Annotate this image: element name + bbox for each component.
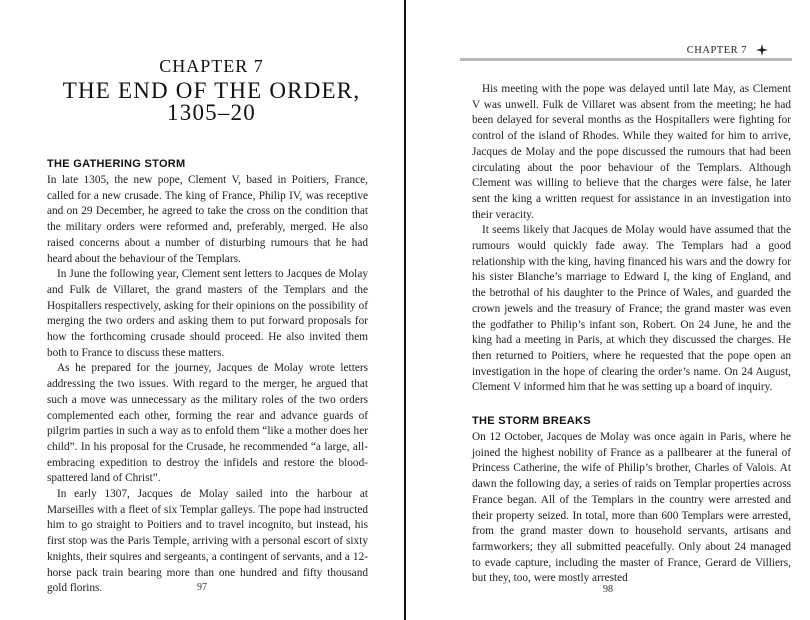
chapter-label: CHAPTER 7 (159, 56, 264, 76)
header-rule (460, 58, 792, 61)
right-page-body (472, 82, 791, 587)
running-head (687, 44, 768, 56)
paragraph: In late 1305, the new pope, Clement V, based in Poitiers, France, called for a new crusade. The king of France, Philip IV, was receptive and on 29 December, he agreed to take the cross on the condition that the military orders were reformed and, preferably, merged. He also raised concerns about a number of disturbing rumours that he had heard about the behaviour of the Templars. (47, 174, 368, 265)
page-number-left: 97 (197, 582, 207, 593)
left-page-body (47, 158, 368, 597)
paragraph: It seems likely that Jacques de Molay would have assumed that the rumours would quickly fade away. The Templars had a good relationship with the king, having financed his wars and the dowry for his sister Blanche’s marriage to Edward I, the king of England, and the betrothal of his daughter to the Prince of Wales, and guarded the crown jewels and the treasury of France; the grand master was even the godfather to Philip’s infant son, Robert. On 24 June, he and the king had a meeting in Paris, at which they discussed the charges. He then returned to Poitiers, where he requested that the pope open an investigation in the hope of clearing the order’s name. On 24 August, Clement V informed him that he was setting up a board of inquiry. (472, 224, 791, 394)
section-heading-storm-breaks: THE STORM BREAKS (472, 415, 591, 428)
templar-cross-icon (756, 44, 768, 56)
chapter-title-line-2: 1305–20 (167, 100, 256, 125)
paragraph: His meeting with the pope was delayed until late May, as Clement V was unwell. Fulk de Villaret was absent from the meeting; he had been delayed for several months as the Hospitallers were fighting for control of the island of Rhodes. While they waited for him to arrive, Jacques de Molay and the pope discussed the rumours that had been circulating about the poor behaviour of the Templars. Although Clement was willing to believe that the charges were false, he later sent the king a written request for assistance in an investigation into their veracity. (472, 83, 791, 221)
right-page (406, 0, 810, 620)
chapter-title-line-1: THE END OF THE ORDER, (62, 78, 361, 103)
paragraph: As he prepared for the journey, Jacques de Molay wrote letters addressing the two issues. With regard to the merger, he argued that such a move was unnecessary as the military roles of the two orders complemented each other, forming the rear and advance guards of pilgrim parties in such a way as to enfold them “like a mother does her child”. In his proposal for the Crusade, he recommended “a large, all-embracing expedition to destroy the infidels and restore the blood-spattered land of Christ”. (47, 362, 368, 485)
left-page (0, 0, 404, 620)
paragraph: In June the following year, Clement sent letters to Jacques de Molay and Fulk de Villaret, the grand masters of the Templars and the Hospitallers respectively, asking for their opinions on the possibility of merging the two orders and asking them to put forward proposals for how the forthcoming crusade should proceed. He also invited them both to France to discuss these matters. (47, 268, 368, 359)
page-number-right: 98 (603, 584, 613, 595)
section-heading-gathering-storm: THE GATHERING STORM (47, 158, 186, 170)
running-head-label: CHAPTER 7 (686, 44, 747, 56)
chapter-title (45, 80, 378, 124)
paragraph: On 12 October, Jacques de Molay was once again in Paris, where he joined the highest nobility of France as a pallbearer at the funeral of Princess Catherine, the wife of Philip’s brother, Charles of Valois. At dawn the following day, a series of raids on Templar properties across France began. All of the Templars in the country were arrested and their property seized. In total, more than 600 Templars were arrested, from the grand master down to household servants, artisans and farmworkers; they all submitted peacefully. Only about 24 managed to evade capture, including the master of France, Gerard de Villiers, but they, too, were mostly arrested (472, 431, 791, 585)
paragraph: In early 1307, Jacques de Molay sailed into the harbour at Marseilles with a fleet of six Templar galleys. The pope had instructed him to go straight to Poitiers and to travel incognito, but instead, his first stop was the Paris Temple, arriving with a personal escort of sixty knights, their squires and sergeants, a contingent of servants, and a 12-horse pack train bearing more than one hundred and fifty thousand gold florins. (47, 488, 368, 595)
